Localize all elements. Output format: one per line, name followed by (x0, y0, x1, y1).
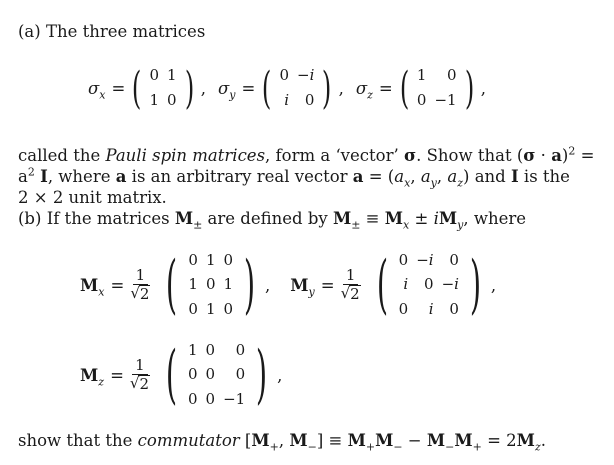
matrix-entry: −1 (223, 390, 246, 409)
matrix-entry: 0 (416, 91, 427, 110)
my-symbol: $M_y$ (290, 275, 315, 298)
mx-matrix: ( 0 1 0 1 0 1 0 1 0 ) (166, 248, 256, 322)
matrix-entry: 0 (205, 340, 216, 359)
commutator-line: show that the commutator [$M_+$, $M_-] \equiv M_+M_- - M_-M_+ = 2M_z$. (18, 431, 546, 454)
matrix-entry: 0 (398, 300, 409, 319)
part-b-label: (b) (18, 209, 42, 228)
part-a-text-line-1: called the Pauli spin matrices, form a ‘vector’ σ. Show that $(\sigma \cdot a)^2$ = (18, 144, 595, 165)
sigma-y-matrix: ( 0 −i i 0 ) (262, 62, 332, 114)
matrix-entry: 0 (187, 365, 198, 384)
matrix-entry: 0 (449, 250, 459, 269)
matrix-entry: 0 (447, 65, 457, 84)
matrix-entry: 0 (223, 300, 234, 319)
matrix-entry: 0 (424, 275, 434, 294)
matrix-entry: 1 (205, 250, 216, 269)
matrix-entry: 0 (235, 365, 246, 384)
part-a-heading-text: The three matrices (45, 22, 206, 41)
matrix-entry: 1 (223, 275, 234, 294)
my-matrix: ( 0 −i 0 i 0 −i 0 i 0 ) (376, 248, 482, 322)
mz-matrix: ( 1 0 0 0 0 0 0 0 −1 ) (165, 338, 268, 412)
one-over-root-two: 1 √ 2 (130, 266, 150, 303)
matrix-entry: 0 (398, 250, 409, 269)
matrix-entry: 0 (205, 365, 216, 384)
matrix-entry: 0 (167, 91, 177, 110)
matrix-entry: 1 (205, 300, 216, 319)
one-over-root-two: 1 √ 2 (129, 356, 149, 393)
matrix-entry: −i (441, 275, 459, 294)
part-a-text-line-2: $a^2$ I, where a is an arbitrary real vector $a = (a_x$, $a_y$, $a_z$) and I is the (18, 165, 570, 190)
matrix-entry: i (428, 300, 434, 319)
mx-symbol: $M_x$ (80, 275, 105, 298)
matrix-entry: 0 (205, 275, 216, 294)
matrix-entry: 0 (188, 300, 198, 319)
matrix-entry: i (284, 91, 290, 110)
matrix-entry: 0 (223, 250, 234, 269)
matrix-entry: 0 (449, 300, 459, 319)
matrix-entry: 1 (149, 91, 160, 110)
matrix-entry: −i (416, 250, 434, 269)
part-a-label: (a) (18, 22, 41, 41)
pauli-matrices-row: $\sigma_x$ = ( 0 1 1 0 ) , $\sigma_y$ = ( 0 −i i 0 ) , $\sigma_z$ = ( 1 0 0 −1 ) , (88, 62, 486, 114)
equals-sign: = (111, 78, 126, 98)
matrix-entry: 1 (416, 65, 427, 84)
sigma-x-symbol: $\sigma_x$ (88, 78, 106, 101)
matrix-entry: 0 (235, 340, 246, 359)
matrix-entry: 1 (187, 340, 198, 359)
sigma-x-matrix: ( 0 1 1 0 ) (132, 62, 194, 114)
matrix-entry: 0 (279, 65, 290, 84)
matrix-entry: 1 (188, 275, 198, 294)
mx-my-row: $M_x$ = 1 √ 2 ( 0 1 0 1 0 1 0 1 0 ) , $M_y$ = 1 √ 2 ( 0 −i 0 i 0 −i 0 i 0 ) , (80, 248, 497, 322)
mz-row: $M_z$ = 1 √ 2 ( 1 0 0 0 0 0 0 0 −1 ) , (80, 338, 283, 412)
matrix-entry: 0 (205, 390, 216, 409)
matrix-entry: 0 (304, 91, 315, 110)
part-b-intro: (b) If the matrices $M_\pm$ are defined by $M_\pm \equiv M_x \pm iM_y$, where (18, 209, 527, 232)
mz-symbol: $M_z$ (80, 365, 105, 388)
sigma-y-symbol: $\sigma_y$ (218, 78, 236, 101)
one-over-root-two: 1 √ 2 (340, 266, 360, 303)
matrix-entry: 0 (149, 65, 160, 84)
matrix-entry: i (403, 275, 409, 294)
sigma-z-symbol: $\sigma_z$ (355, 78, 373, 101)
matrix-entry: 0 (187, 390, 198, 409)
matrix-entry: 0 (188, 250, 198, 269)
matrix-entry: −i (297, 65, 315, 84)
part-a-heading (18, 22, 205, 42)
part-a-text-line-3: 2 × 2 unit matrix. (18, 188, 167, 207)
matrix-entry: 1 (167, 65, 177, 84)
matrix-entry: −1 (434, 91, 457, 110)
sigma-z-matrix: ( 1 0 0 −1 ) (399, 62, 474, 114)
